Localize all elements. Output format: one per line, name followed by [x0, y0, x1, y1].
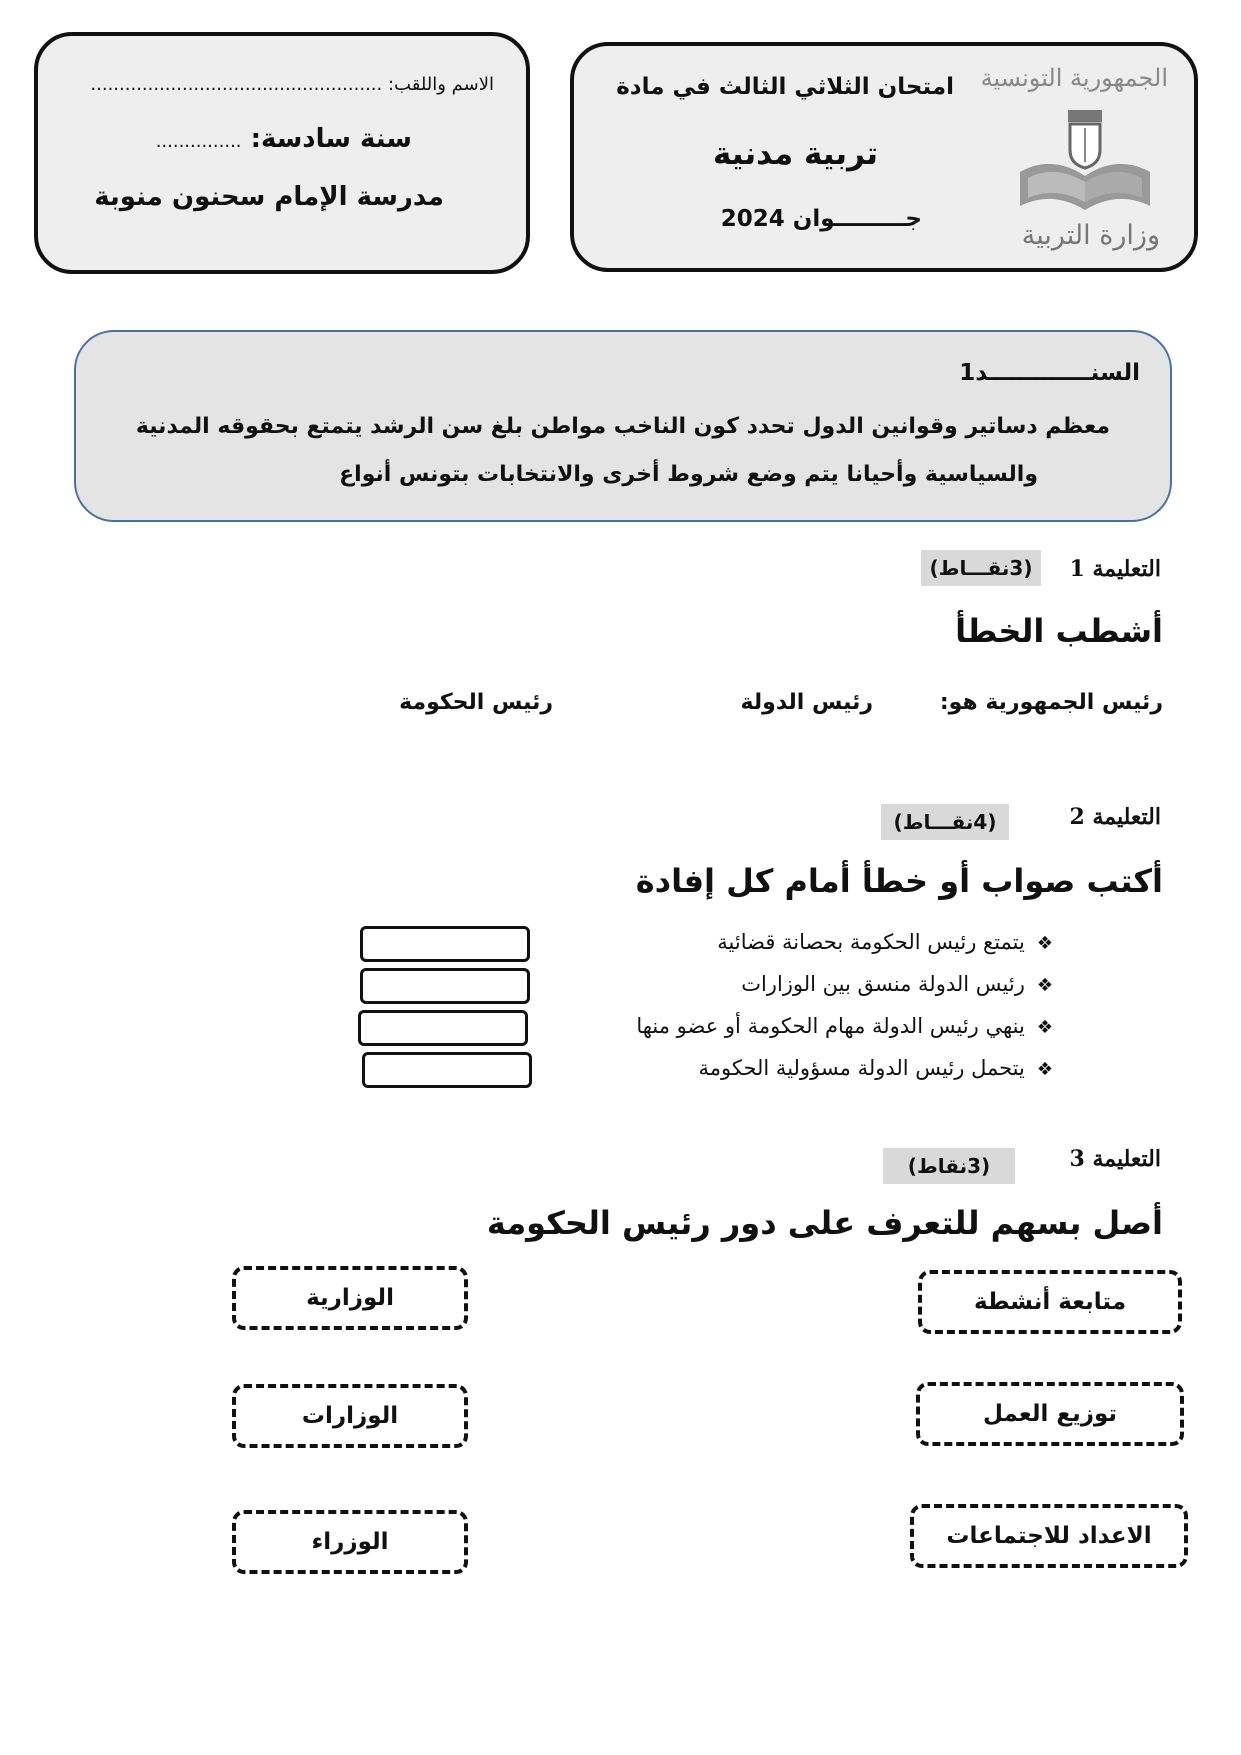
task3-label: التعليمة 3	[1069, 1146, 1161, 1172]
name-blank: ...................................................	[90, 74, 383, 95]
statement-text: رئيس الدولة منسق بين الوزارات	[741, 972, 1025, 996]
statement-2	[741, 972, 1053, 996]
task1-option-head-of-government[interactable]: رئيس الحكومة	[399, 690, 553, 715]
subject-title: تربية مدنية	[712, 136, 878, 172]
match-right-3[interactable]: الاعداد للاجتماعات	[910, 1504, 1188, 1568]
task3-points: (3نقاط)	[883, 1148, 1015, 1184]
exam-header-box	[570, 42, 1198, 272]
bullet-icon: ❖	[1036, 933, 1053, 954]
task1-points: (3نقـــاط)	[921, 550, 1041, 586]
student-info-box	[34, 32, 530, 274]
bullet-icon: ❖	[1036, 975, 1053, 996]
exam-date: جـــــــــوان 2024	[720, 206, 922, 232]
task1-instruction: أشطب الخطأ	[955, 612, 1163, 650]
match-right-1[interactable]: متابعة أنشطة	[918, 1270, 1182, 1334]
document-title: السنـــــــــــــد1	[959, 360, 1140, 386]
bullet-icon: ❖	[1036, 1059, 1053, 1080]
task1-prompt: رئيس الجمهورية هو:	[939, 690, 1163, 715]
name-field	[90, 74, 494, 95]
republic-label: الجمهورية التونسية	[980, 64, 1168, 92]
match-left-1[interactable]: الوزارية	[232, 1266, 468, 1330]
document-line-2: والسياسية وأحيانا يتم وضع شروط أخرى والانتخابات بتونس أنواع	[339, 462, 1038, 487]
document-box	[74, 330, 1172, 522]
task2-points: (4نقـــاط)	[881, 804, 1009, 840]
grade-blank: ...............	[155, 131, 242, 152]
task2-label: التعليمة 2	[1069, 804, 1161, 830]
task3-instruction: أصل بسهم للتعرف على دور رئيس الحكومة	[486, 1204, 1163, 1242]
answer-box-2[interactable]	[360, 968, 530, 1004]
statement-4	[699, 1056, 1053, 1080]
task2-instruction: أكتب صواب أو خطأ أمام كل إفادة	[635, 862, 1163, 900]
grade-label: سنة سادسة:	[250, 124, 412, 154]
grade-field	[156, 124, 412, 154]
bullet-icon: ❖	[1036, 1017, 1053, 1038]
school-name: مدرسة الإمام سحنون منوبة	[94, 182, 444, 212]
ministry-logo-icon	[1010, 102, 1160, 222]
exam-title: امتحان الثلاثي الثالث في مادة	[616, 74, 954, 100]
match-left-3[interactable]: الوزراء	[232, 1510, 468, 1574]
match-right-2[interactable]: توزيع العمل	[916, 1382, 1184, 1446]
statement-text: ينهي رئيس الدولة مهام الحكومة أو عضو منها	[636, 1014, 1025, 1038]
statement-text: يتمتع رئيس الحكومة بحصانة قضائية	[717, 930, 1025, 954]
task1-label: التعليمة 1	[1069, 556, 1161, 582]
statement-1	[717, 930, 1053, 954]
match-left-2[interactable]: الوزارات	[232, 1384, 468, 1448]
statement-text: يتحمل رئيس الدولة مسؤولية الحكومة	[698, 1056, 1025, 1080]
statement-3	[636, 1014, 1053, 1038]
ministry-label: وزارة التربية	[1021, 220, 1160, 251]
document-line-1: معظم دساتير وقوانين الدول تحدد كون الناخب مواطن بلغ سن الرشد يتمتع بحقوقه المدنية	[135, 414, 1110, 439]
answer-box-3[interactable]	[358, 1010, 528, 1046]
name-label: الاسم واللقب:	[387, 74, 494, 95]
answer-box-4[interactable]	[362, 1052, 532, 1088]
answer-box-1[interactable]	[360, 926, 530, 962]
task1-option-head-of-state[interactable]: رئيس الدولة	[740, 690, 873, 715]
